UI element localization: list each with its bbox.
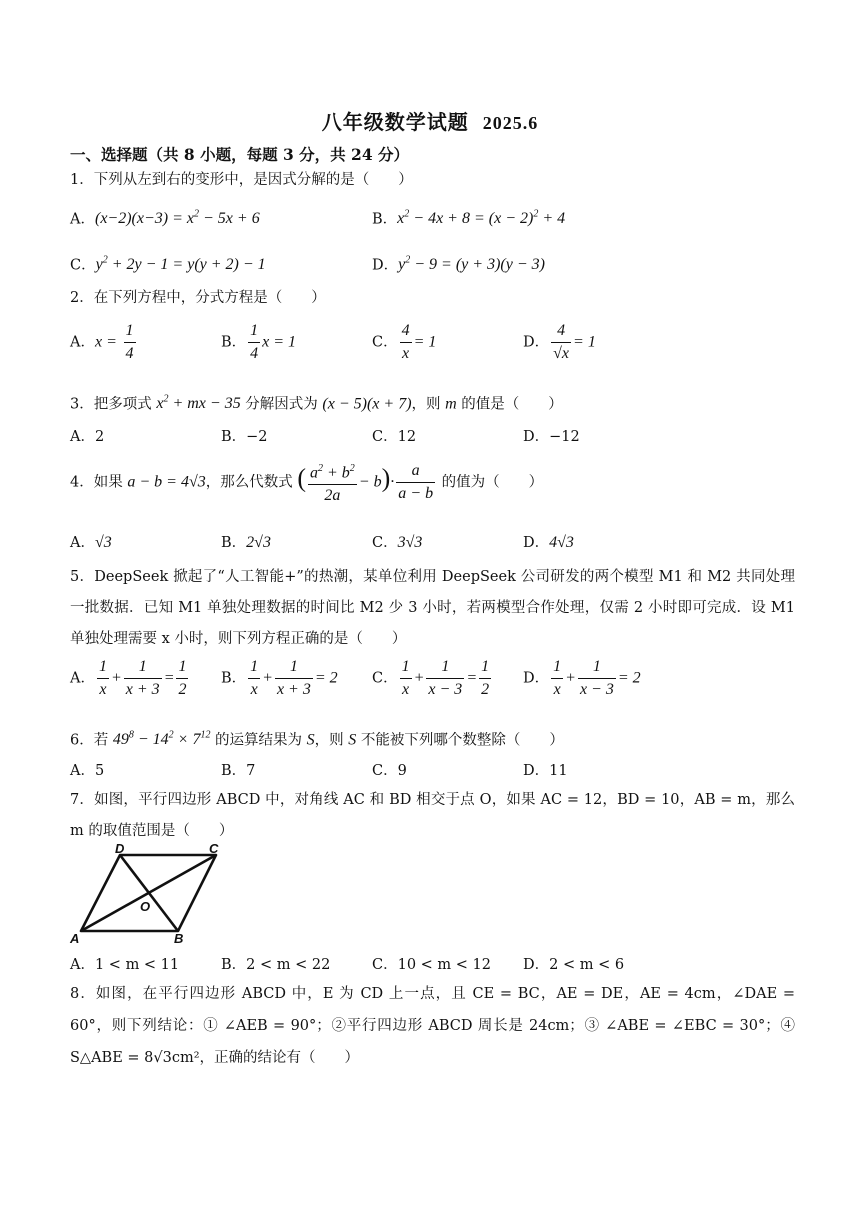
parallelogram-figure [68,843,228,945]
diagonal-bd [120,855,178,931]
q1-option-c: C．$y^2 + 2y - 1 = y(y + 2) - 1$ [70,255,266,274]
q1-stem: 1．下列从左到右的变形中，是因式分解的是（ ） [70,172,413,188]
q7-option-a: A．1 < m < 11 [70,957,180,973]
q7-option-c: C．10 < m < 12 [372,957,491,973]
vertex-label-c: C [209,843,219,856]
title-date: 2025.6 [482,113,539,133]
q3-option-d: D．−12 [523,429,580,445]
q1-option-a: A．$(x-2)(x-3) = x^2 - 5x + 6$ [70,209,260,228]
q3-stem: 3．把多项式 $x^2$ + mx − 35 分解因式为 (x − 5)(x + 7)，则 m 的值是（ ） [70,394,563,413]
q1-option-b: B．$x^2 - 4x + 8 = (x - 2)^2 + 4$ [372,209,566,228]
q5-stem: 5．DeepSeek 掀起了“人工智能+”的热潮，某单位利用 DeepSeek 公司研发的两个模型 M1 和 M2 共同处理一批数据．已知 M1 单独处理数据的时间比 M2 少 3 小时，若两模型合作处理，仅需 2 小时即可完成．设 M1 单独处理需要 x 小时，则下列方程正确的是（ ） [70,569,795,647]
page-title [0,106,860,135]
q6-option-b: B．7 [221,763,256,779]
q4-stem: 4．如果 a − b = 4√3，那么代数式 ( $\frac{a^2 + b^2}{2a}$ − b)· $\frac{a}{a - b}$ 的值为（ ） [70,458,543,507]
q7-option-d: D．2 < m < 6 [523,957,625,973]
vertex-label-a: A [70,931,80,945]
q2-option-a: A．x = $\frac{1}{4}$ [70,322,134,362]
q3-option-b: B．−2 [221,429,268,445]
q2-option-b: B． $\frac{1}{4}$ x = 1 [221,322,297,362]
q7-option-b: B．2 < m < 22 [221,957,331,973]
q2-option-d: D． $\frac{4}{√x}$ = 1 [523,322,596,362]
vertex-label-d: D [115,843,125,856]
section-heading: 一、选择题（共 8 小题，每题 3 分，共 24 分） [70,145,410,164]
q4-option-d: D．4√3 [523,534,574,551]
q5-option-b: B． $\frac{1}{x}$ + $\frac{1}{x + 3}$ = 2 [221,658,338,698]
q1-option-d: D．$y^2 - 9 = (y + 3)(y - 3)$ [372,255,545,274]
q2-option-c: C． $\frac{4}{x}$ = 1 [372,322,437,362]
q2-stem: 2．在下列方程中，分式方程是（ ） [70,290,326,306]
vertex-label-b: B [174,931,184,945]
q3-option-a: A．2 [70,429,105,445]
q6-option-c: C．9 [372,763,407,779]
q5-option-d: D． $\frac{1}{x}$ + $\frac{1}{x - 3}$ = 2 [523,658,641,698]
q5-option-c: C． $\frac{1}{x}$ + $\frac{1}{x - 3}$ = $\frac{1}{2}$ [372,658,490,698]
q5-option-a: A． $\frac{1}{x}$ + $\frac{1}{x + 3}$ = $\frac{1}{2}$ [70,658,187,698]
q4-option-a: A．√3 [70,534,112,551]
q4-option-c: C．3√3 [372,534,423,551]
q6-option-a: A．5 [70,763,105,779]
center-label-o: O [140,899,151,914]
q6-option-d: D．11 [523,763,568,779]
q7-stem: 7．如图，平行四边形 ABCD 中，对角线 AC 和 BD 相交于点 O，如果 AC = 12，BD = 10，AB = m，那么 m 的取值范围是（ ） [70,792,795,839]
q8-stem: 8．如图，在平行四边形 ABCD 中，E 为 CD 上一点，且 CE = BC，AE = DE，AE = 4cm，∠DAE = 60°，则下列结论：① ∠AEB = 90°；②平行四边形 ABCD 周长是 24cm；③ ∠ABE = ∠EBC = 30°；④ S△ABE = 8√3cm²，正确的结论有（ ） [70,986,795,1066]
q6-stem: 6．若 $49^8 - 14^2 \times 7^{12}$ 的运算结果为 S，则 S 不能被下列哪个数整除（ ） [70,730,564,749]
q4-option-b: B．2√3 [221,534,271,551]
q3-option-c: C．12 [372,429,417,445]
title-text: 八年级数学试题 [321,110,469,134]
